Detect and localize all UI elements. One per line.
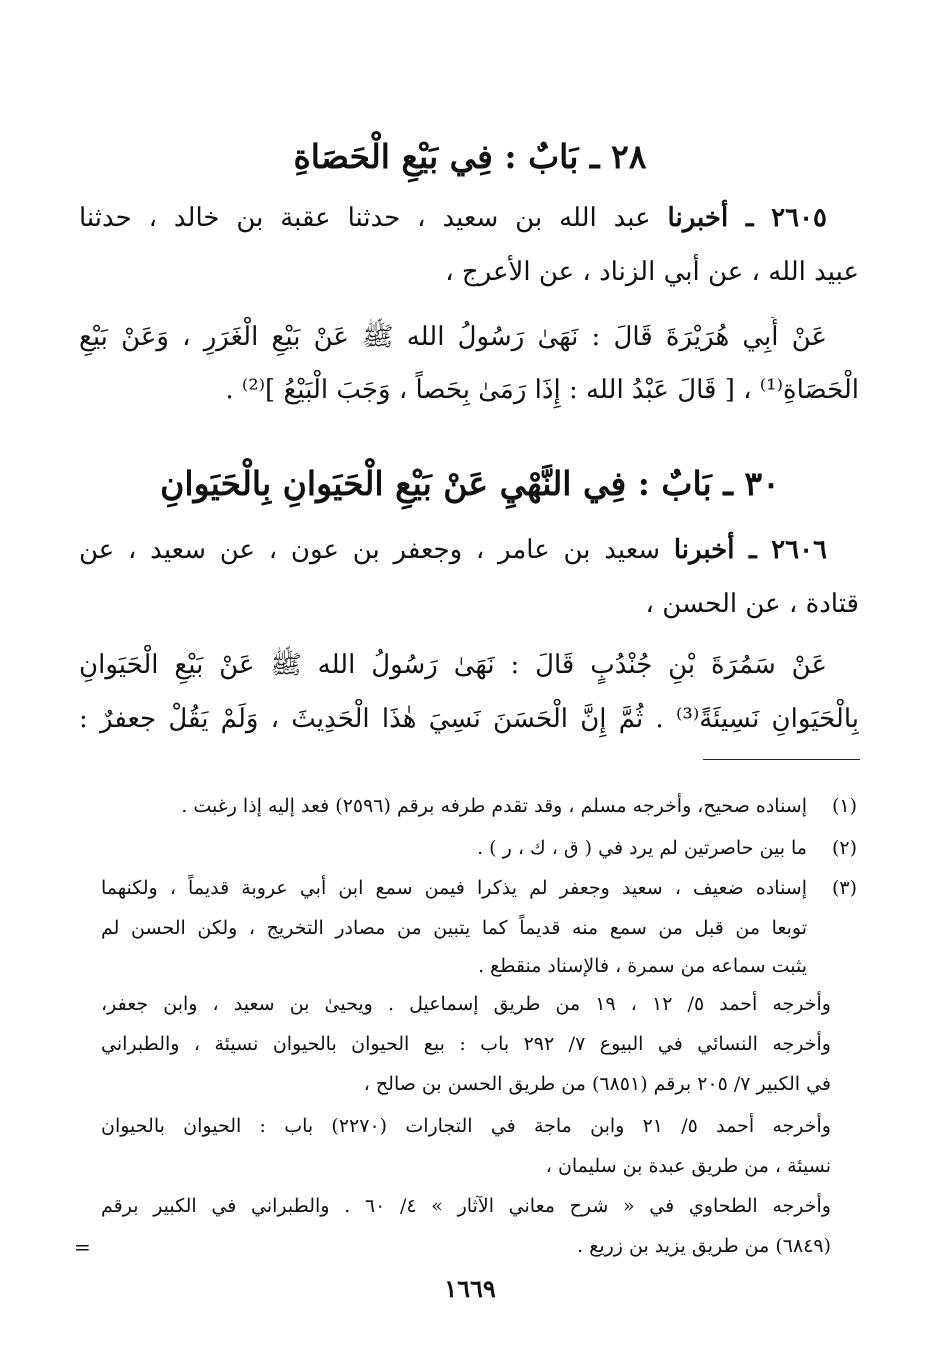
- hadith-number-2605: ٢٦٠٥ ـ أخبرنا: [667, 203, 827, 233]
- footnote-3-number: (٣): [831, 877, 857, 899]
- continuation-mark: =: [74, 1235, 91, 1259]
- footnote-3-line10: (٦٨٤٩) من طريق يزيد بن زريع .: [577, 1235, 831, 1257]
- footnote-3-line1: إسناده ضعيف ، سعيد وجعفر لم يذكرا فيمن سمع ابن أبي عروبة قديماً ، ولكنهما: [101, 877, 807, 899]
- footnote-2-text: ما بين حاصرتين لم يرد في ( ق ، ك ، ر ) .: [477, 837, 807, 859]
- hadith-2606-isnad-line1: [79, 530, 827, 570]
- page-number: ١٦٦٩: [444, 1274, 496, 1303]
- hadith-2606-isnad-rest: سعيد بن عامر ، وجعفر بن عون ، عن سعيد ، عن: [79, 535, 674, 565]
- hadith-2605-matn-line1: عَنْ أَبِي هُرَيْرَةَ قَالَ : نَهَىٰ رَسُولُ الله ﷺ عَنْ بَيْعِ الْغَرَرِ ، وَعَنْ بَيْعِ: [79, 322, 827, 352]
- footnote-3-line9: وأخرجه الطحاوي في « شرح معاني الآثار » ٤/ ٦٠ . والطبراني في الكبير برقم: [101, 1195, 831, 1217]
- footnote-3-line8: نسيئة ، من طريق عبدة بن سليمان ،: [545, 1155, 831, 1177]
- footnote-3-line4: وأخرجه أحمد ٥/ ١٢ ، ١٩ من طريق إسماعيل . ويحيىٰ بن سعيد ، وابن جعفر،: [101, 993, 831, 1015]
- hadith-2605-isnad-line2: عبيد الله ، عن أبي الزناد ، عن الأعرج ،: [445, 257, 859, 287]
- footnote-3-line5: وأخرجه النسائي في البيوع ٧/ ٢٩٢ باب : بيع الحيوان بالحيوان نسيئة ، والطبراني: [101, 1033, 831, 1055]
- hadith-2606-matn-line2: بِالْحَيَوانِ نَسِيئَةً⁽³⁾ . ثُمَّ إِنَّ الْحَسَنَ نَسِيَ هٰذَا الْحَدِيثَ ، وَلَمْ يَقُلْ جعفرٌ :: [79, 704, 859, 734]
- hadith-2606-isnad-line2: قتادة ، عن الحسن ،: [645, 589, 859, 619]
- footnote-1-number: (١): [831, 795, 857, 817]
- hadith-number-2606: ٢٦٠٦ ـ أخبرنا: [673, 535, 827, 565]
- footnote-3-line6: في الكبير ٧/ ٢٠٥ برقم (٦٨٥١) من طريق الحسن بن صالح ،: [363, 1073, 831, 1095]
- footnote-1-text: إسناده صحيح، وأخرجه مسلم ، وقد تقدم طرفه برقم (٢٥٩٦) فعد إليه إذا رغبت .: [181, 795, 807, 817]
- hadith-2605-isnad-rest: عبد الله بن سعيد ، حدثنا عقبة بن خالد ، حدثنا: [79, 203, 668, 233]
- chapter-heading-30: ٣٠ ـ بَابٌ : فِي النَّهْيِ عَنْ بَيْعِ الْحَيَوانِ بِالْحَيَوانِ: [160, 464, 780, 503]
- hadith-2606-matn-line1: عَنْ سَمُرَةَ بْنِ جُنْدُبٍ قَالَ : نَهَىٰ رَسُولُ الله ﷺ عَنْ بَيْعِ الْحَيَوانِ: [79, 650, 827, 680]
- footnote-3-line2: توبعا من قبل من سمع منه قديماً كما يتبين من مصادر التخريج ، ولكن الحسن لم: [101, 917, 807, 939]
- hadith-2605-matn-line2: الْحَصَاةِ⁽¹⁾ ، [ قَالَ عَبْدُ الله : إِذَا رَمَىٰ بِحَصاً ، وَجَبَ الْبَيْعُ ]⁽²⁾ .: [225, 375, 859, 405]
- chapter-heading-28: ٢٨ ـ بَابٌ : فِي بَيْعِ الْحَصَاةِ: [293, 137, 647, 176]
- footnote-3-line3: يثبت سماعه من سمرة ، فالإسناد منقطع .: [478, 955, 807, 977]
- footnote-3-line7: وأخرجه أحمد ٥/ ٢١ وابن ماجة في التجارات (٢٢٧٠) باب : الحيوان بالحيوان: [101, 1115, 831, 1137]
- footnote-separator: [703, 759, 860, 760]
- hadith-2605-isnad-line1: [79, 198, 827, 238]
- footnote-2-number: (٢): [831, 837, 857, 859]
